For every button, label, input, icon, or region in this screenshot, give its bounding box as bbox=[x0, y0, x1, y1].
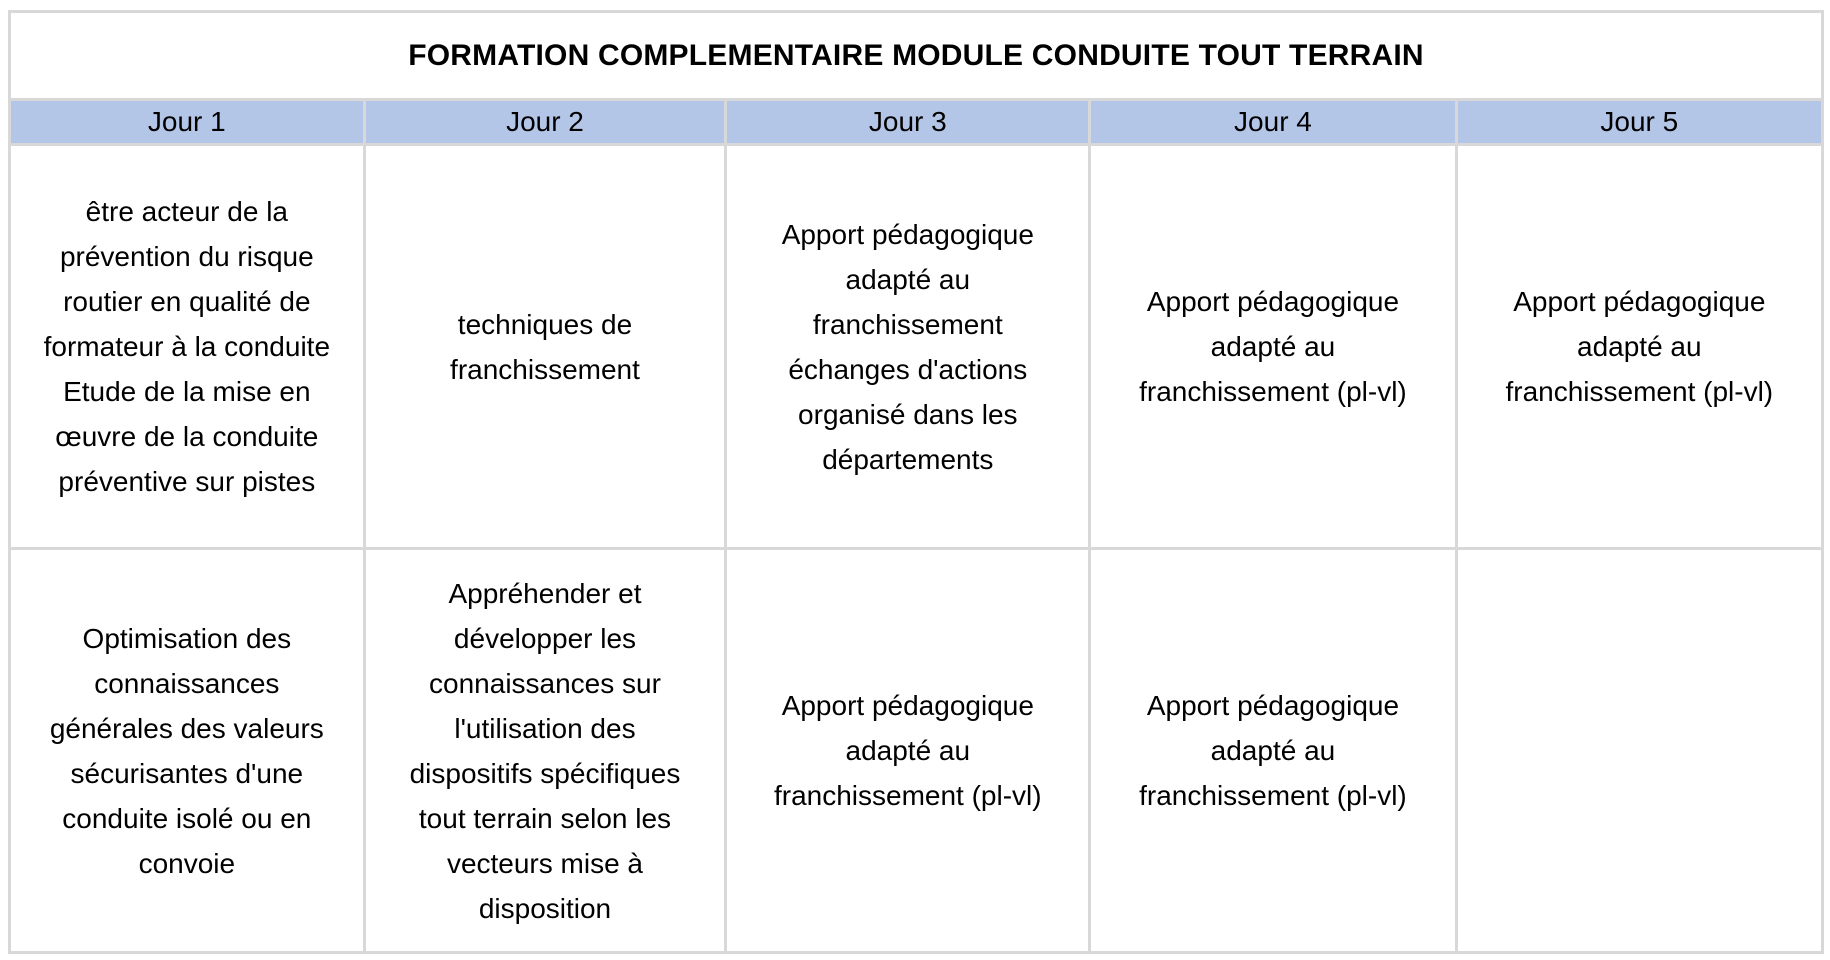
table-cell bbox=[726, 145, 1090, 549]
table-cell bbox=[1090, 549, 1456, 953]
training-schedule-table bbox=[8, 10, 1824, 954]
column-header-day-2: Jour 2 bbox=[364, 100, 726, 145]
table-row bbox=[10, 145, 1823, 549]
column-header-day-5: Jour 5 bbox=[1456, 100, 1822, 145]
table-cell bbox=[10, 145, 365, 549]
cell-text-row2-day1: Optimisation des connaissances générales des valeurs sécurisantes d'une conduite isolé ou en convoie bbox=[49, 622, 324, 879]
training-schedule-sheet bbox=[8, 10, 1824, 954]
table-cell bbox=[1456, 549, 1822, 953]
column-header-day-3: Jour 3 bbox=[726, 100, 1090, 145]
cell-text-row2-day4: Apport pédagogique adapté au franchissement (pl-vl) bbox=[1139, 690, 1407, 812]
cell-text-row1-day5: Apport pédagogique adapté au franchissement (pl-vl) bbox=[1505, 286, 1774, 408]
cell-text-row1-day2: techniques de franchissement bbox=[450, 308, 640, 385]
table-cell bbox=[10, 549, 365, 953]
cell-text-row2-day2: Appréhender et développer les connaissances sur l'utilisation des dispositifs spécifiques tout terrain selon les vecteurs mise à disposition bbox=[409, 577, 681, 924]
table-cell bbox=[364, 145, 726, 549]
cell-text-row1-day4: Apport pédagogique adapté au franchissement (pl-vl) bbox=[1139, 286, 1407, 408]
table-row bbox=[10, 549, 1823, 953]
header-row bbox=[10, 100, 1823, 145]
table-title: FORMATION COMPLEMENTAIRE MODULE CONDUITE TOUT TERRAIN bbox=[10, 12, 1823, 100]
column-header-day-4: Jour 4 bbox=[1090, 100, 1456, 145]
cell-text-row2-day3: Apport pédagogique adapté au franchissement (pl-vl) bbox=[773, 690, 1042, 812]
column-header-day-1: Jour 1 bbox=[10, 100, 365, 145]
table-cell bbox=[726, 549, 1090, 953]
table-cell bbox=[1456, 145, 1822, 549]
table-cell bbox=[1090, 145, 1456, 549]
table-cell bbox=[364, 549, 726, 953]
title-row bbox=[10, 12, 1823, 100]
cell-text-row1-day1: être acteur de la prévention du risque routier en qualité de formateur à la conduite Etude de la mise en œuvre de la conduite préventive sur pistes bbox=[43, 196, 331, 498]
cell-text-row1-day3: Apport pédagogique adapté au franchissement échanges d'actions organisé dans les départements bbox=[781, 218, 1034, 475]
